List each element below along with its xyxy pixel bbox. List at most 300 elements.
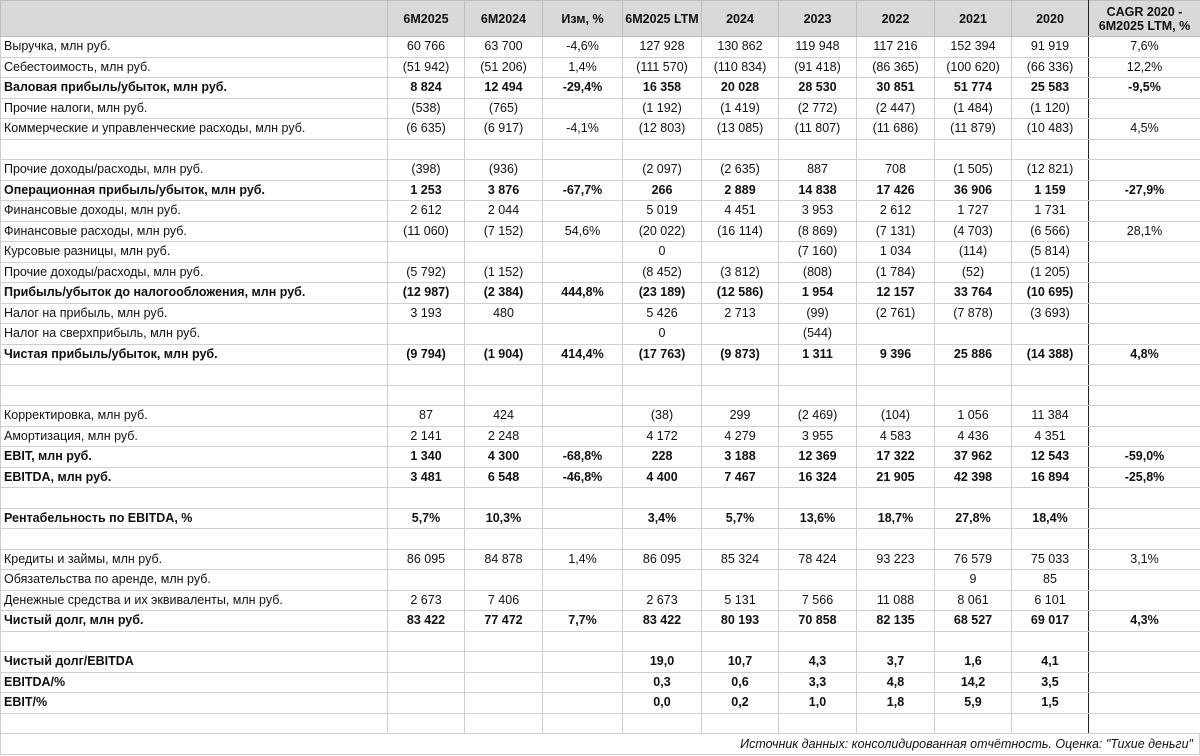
table-cell: 78 424: [779, 549, 857, 570]
table-cell: [1089, 324, 1200, 345]
table-cell: [1089, 262, 1200, 283]
table-cell: [857, 631, 935, 652]
table-cell: 7,6%: [1089, 37, 1200, 58]
table-cell: (1 484): [935, 98, 1012, 119]
table-cell: [857, 488, 935, 509]
table-row: [1, 467, 1200, 488]
table-cell: 25 886: [935, 344, 1012, 365]
table-cell: 4 351: [1012, 426, 1089, 447]
table-cell: (23 189): [623, 283, 702, 304]
table-cell: [857, 139, 935, 160]
table-row: [1, 201, 1200, 222]
table-cell: 33 764: [935, 283, 1012, 304]
table-cell: 444,8%: [543, 283, 623, 304]
table-cell: 6 548: [465, 467, 543, 488]
table-cell: 28 530: [779, 78, 857, 99]
table-cell: [465, 324, 543, 345]
table-cell: 83 422: [388, 611, 465, 632]
table-cell: 4,8: [857, 672, 935, 693]
table-cell: 5 019: [623, 201, 702, 222]
table-cell: 3,3: [779, 672, 857, 693]
table-cell: 708: [857, 160, 935, 181]
table-cell: [543, 139, 623, 160]
table-cell: [702, 529, 779, 550]
table-row: [1, 447, 1200, 468]
table-cell: [935, 488, 1012, 509]
table-cell: 2 248: [465, 426, 543, 447]
table-cell: [543, 365, 623, 386]
table-cell: (11 879): [935, 119, 1012, 140]
table-cell: (7 160): [779, 242, 857, 263]
table-cell: 86 095: [623, 549, 702, 570]
table-cell: [857, 529, 935, 550]
table-cell: 18,7%: [857, 508, 935, 529]
table-cell: 2 612: [388, 201, 465, 222]
table-cell: 20 028: [702, 78, 779, 99]
table-cell: 14 838: [779, 180, 857, 201]
table-cell: (51 942): [388, 57, 465, 78]
table-cell: (38): [623, 406, 702, 427]
table-cell: (51 206): [465, 57, 543, 78]
table-cell: 69 017: [1012, 611, 1089, 632]
table-cell: (91 418): [779, 57, 857, 78]
table-cell: (1 904): [465, 344, 543, 365]
table-cell: [1012, 631, 1089, 652]
table-cell: 5,9: [935, 693, 1012, 714]
table-cell: [388, 693, 465, 714]
table-cell: -4,6%: [543, 37, 623, 58]
table-cell: (3 693): [1012, 303, 1089, 324]
table-cell: 4 436: [935, 426, 1012, 447]
table-cell: 17 322: [857, 447, 935, 468]
table-row: [1, 713, 1200, 734]
table-cell: [465, 713, 543, 734]
table-cell: 117 216: [857, 37, 935, 58]
table-cell: (11 686): [857, 119, 935, 140]
table-cell: [1089, 160, 1200, 181]
table-cell: [388, 713, 465, 734]
table-cell: [543, 713, 623, 734]
table-cell: [1089, 365, 1200, 386]
table-cell: [1089, 693, 1200, 714]
table-cell: 36 906: [935, 180, 1012, 201]
table-cell: 25 583: [1012, 78, 1089, 99]
table-cell: [1089, 652, 1200, 673]
table-cell: (1 120): [1012, 98, 1089, 119]
table-cell: 5,7%: [702, 508, 779, 529]
row-label: Финансовые доходы, млн руб.: [1, 201, 388, 222]
table-cell: [388, 139, 465, 160]
table-cell: 86 095: [388, 549, 465, 570]
table-cell: (544): [779, 324, 857, 345]
table-cell: [1012, 324, 1089, 345]
table-cell: [388, 324, 465, 345]
table-cell: 2 889: [702, 180, 779, 201]
table-cell: 424: [465, 406, 543, 427]
table-cell: 7 406: [465, 590, 543, 611]
table-cell: [1089, 406, 1200, 427]
table-cell: (2 772): [779, 98, 857, 119]
table-cell: [388, 365, 465, 386]
row-label: Кредиты и займы, млн руб.: [1, 549, 388, 570]
table-cell: [1089, 98, 1200, 119]
table-cell: 0,0: [623, 693, 702, 714]
table-cell: 63 700: [465, 37, 543, 58]
table-cell: [857, 365, 935, 386]
table-row: [1, 488, 1200, 509]
table-cell: (16 114): [702, 221, 779, 242]
table-cell: 3 188: [702, 447, 779, 468]
column-header: 6M2024: [465, 1, 543, 37]
table-cell: 1 340: [388, 447, 465, 468]
table-cell: 4 279: [702, 426, 779, 447]
table-cell: [388, 488, 465, 509]
table-cell: 5 426: [623, 303, 702, 324]
table-cell: [543, 488, 623, 509]
table-cell: [1012, 139, 1089, 160]
table-cell: [623, 631, 702, 652]
row-label: Финансовые расходы, млн руб.: [1, 221, 388, 242]
table-cell: (4 703): [935, 221, 1012, 242]
table-cell: [465, 652, 543, 673]
table-cell: 16 894: [1012, 467, 1089, 488]
table-cell: 2 673: [623, 590, 702, 611]
table-cell: [465, 672, 543, 693]
table-cell: [1012, 488, 1089, 509]
table-cell: 299: [702, 406, 779, 427]
table-cell: 4 583: [857, 426, 935, 447]
column-header: Изм, %: [543, 1, 623, 37]
table-cell: [1089, 590, 1200, 611]
table-cell: 76 579: [935, 549, 1012, 570]
table-row: [1, 672, 1200, 693]
column-header: 2021: [935, 1, 1012, 37]
table-cell: 37 962: [935, 447, 1012, 468]
table-cell: [702, 139, 779, 160]
table-cell: [1089, 201, 1200, 222]
table-cell: [1012, 385, 1089, 406]
table-cell: 14,2: [935, 672, 1012, 693]
table-cell: [935, 529, 1012, 550]
table-cell: 12 543: [1012, 447, 1089, 468]
table-cell: 18,4%: [1012, 508, 1089, 529]
column-header: 2023: [779, 1, 857, 37]
table-cell: 1 954: [779, 283, 857, 304]
row-label: EBIT, млн руб.: [1, 447, 388, 468]
table-cell: 1 034: [857, 242, 935, 263]
table-cell: (114): [935, 242, 1012, 263]
row-label: Коммерческие и управленческие расходы, млн руб.: [1, 119, 388, 140]
table-cell: 28,1%: [1089, 221, 1200, 242]
table-cell: (2 097): [623, 160, 702, 181]
row-label: EBIT/%: [1, 693, 388, 714]
table-cell: [702, 488, 779, 509]
table-cell: 12 369: [779, 447, 857, 468]
table-cell: -25,8%: [1089, 467, 1200, 488]
table-cell: 5 131: [702, 590, 779, 611]
table-cell: (8 869): [779, 221, 857, 242]
table-row: [1, 652, 1200, 673]
table-cell: [543, 160, 623, 181]
table-cell: 3,5: [1012, 672, 1089, 693]
row-label: [1, 385, 388, 406]
table-cell: [388, 652, 465, 673]
table-cell: 480: [465, 303, 543, 324]
table-cell: 2 044: [465, 201, 543, 222]
table-cell: [543, 570, 623, 591]
row-label: [1, 365, 388, 386]
column-header: 6M2025 LTM: [623, 1, 702, 37]
table-cell: [623, 713, 702, 734]
table-cell: 7 467: [702, 467, 779, 488]
row-label: Выручка, млн руб.: [1, 37, 388, 58]
table-row: [1, 590, 1200, 611]
table-cell: [935, 324, 1012, 345]
table-cell: (1 784): [857, 262, 935, 283]
table-cell: 228: [623, 447, 702, 468]
table-row: [1, 508, 1200, 529]
table-cell: (12 987): [388, 283, 465, 304]
table-cell: (13 085): [702, 119, 779, 140]
table-row: [1, 57, 1200, 78]
table-cell: [702, 713, 779, 734]
table-cell: (2 384): [465, 283, 543, 304]
table-cell: 0,6: [702, 672, 779, 693]
table-row: [1, 570, 1200, 591]
table-cell: (7 152): [465, 221, 543, 242]
table-cell: (1 419): [702, 98, 779, 119]
table-row: [1, 426, 1200, 447]
table-cell: 1 056: [935, 406, 1012, 427]
table-cell: [543, 324, 623, 345]
row-label: Налог на сверхприбыль, млн руб.: [1, 324, 388, 345]
row-label: Обязательства по аренде, млн руб.: [1, 570, 388, 591]
table-cell: (2 469): [779, 406, 857, 427]
table-cell: -68,8%: [543, 447, 623, 468]
table-cell: 85: [1012, 570, 1089, 591]
table-cell: [465, 242, 543, 263]
table-cell: [543, 426, 623, 447]
table-row: [1, 631, 1200, 652]
table-cell: (86 365): [857, 57, 935, 78]
table-cell: 3 953: [779, 201, 857, 222]
row-label: Чистый долг, млн руб.: [1, 611, 388, 632]
table-cell: (2 761): [857, 303, 935, 324]
table-cell: [543, 303, 623, 324]
table-cell: 16 324: [779, 467, 857, 488]
table-row: [1, 385, 1200, 406]
table-row: [1, 303, 1200, 324]
table-cell: 83 422: [623, 611, 702, 632]
table-cell: (104): [857, 406, 935, 427]
column-header: 2024: [702, 1, 779, 37]
table-cell: 1 731: [1012, 201, 1089, 222]
table-cell: 8 061: [935, 590, 1012, 611]
table-row: [1, 406, 1200, 427]
table-cell: [543, 262, 623, 283]
table-cell: [779, 570, 857, 591]
table-cell: 1,4%: [543, 549, 623, 570]
table-cell: [1089, 713, 1200, 734]
table-cell: 9 396: [857, 344, 935, 365]
table-cell: 16 358: [623, 78, 702, 99]
table-row: [1, 324, 1200, 345]
table-cell: 82 135: [857, 611, 935, 632]
table-cell: (7 131): [857, 221, 935, 242]
table-cell: 7 566: [779, 590, 857, 611]
header-label-cell: [1, 1, 388, 37]
row-label: Валовая прибыль/убыток, млн руб.: [1, 78, 388, 99]
table-cell: 7,7%: [543, 611, 623, 632]
table-cell: (3 812): [702, 262, 779, 283]
table-cell: 17 426: [857, 180, 935, 201]
table-cell: [779, 385, 857, 406]
table-cell: 4,3: [779, 652, 857, 673]
table-cell: 0,3: [623, 672, 702, 693]
table-cell: (10 483): [1012, 119, 1089, 140]
table-cell: (1 505): [935, 160, 1012, 181]
row-label: Себестоимость, млн руб.: [1, 57, 388, 78]
table-cell: (398): [388, 160, 465, 181]
table-row: [1, 139, 1200, 160]
table-cell: (1 152): [465, 262, 543, 283]
table-cell: (12 821): [1012, 160, 1089, 181]
table-cell: (2 635): [702, 160, 779, 181]
table-row: [1, 119, 1200, 140]
table-cell: 80 193: [702, 611, 779, 632]
table-cell: 11 088: [857, 590, 935, 611]
table-cell: [623, 139, 702, 160]
table-cell: [1089, 303, 1200, 324]
table-cell: 0: [623, 324, 702, 345]
column-header: 6M2025: [388, 1, 465, 37]
table-cell: 4 400: [623, 467, 702, 488]
table-cell: [1089, 508, 1200, 529]
table-cell: 887: [779, 160, 857, 181]
table-cell: 3,1%: [1089, 549, 1200, 570]
table-cell: 2 713: [702, 303, 779, 324]
table-cell: [779, 713, 857, 734]
table-cell: 68 527: [935, 611, 1012, 632]
table-cell: [388, 672, 465, 693]
table-cell: [779, 631, 857, 652]
table-cell: (9 873): [702, 344, 779, 365]
table-cell: 19,0: [623, 652, 702, 673]
table-row: [1, 98, 1200, 119]
table-cell: -4,1%: [543, 119, 623, 140]
table-cell: [1089, 631, 1200, 652]
column-header: 2022: [857, 1, 935, 37]
table-cell: -29,4%: [543, 78, 623, 99]
table-cell: -67,7%: [543, 180, 623, 201]
table-cell: [702, 324, 779, 345]
table-cell: 1,5: [1012, 693, 1089, 714]
table-cell: (2 447): [857, 98, 935, 119]
column-header: CAGR 2020 - 6M2025 LTM, %: [1089, 1, 1200, 37]
table-cell: 42 398: [935, 467, 1012, 488]
table-cell: [857, 324, 935, 345]
table-cell: [702, 385, 779, 406]
table-cell: (8 452): [623, 262, 702, 283]
table-row: [1, 160, 1200, 181]
table-cell: 2 673: [388, 590, 465, 611]
table-cell: 12,2%: [1089, 57, 1200, 78]
table-cell: (66 336): [1012, 57, 1089, 78]
table-cell: [779, 139, 857, 160]
row-label: Чистая прибыль/убыток, млн руб.: [1, 344, 388, 365]
table-cell: (5 792): [388, 262, 465, 283]
table-cell: 84 878: [465, 549, 543, 570]
table-cell: [388, 570, 465, 591]
table-cell: -59,0%: [1089, 447, 1200, 468]
table-cell: 11 384: [1012, 406, 1089, 427]
table-row: [1, 344, 1200, 365]
table-cell: [779, 488, 857, 509]
table-cell: (111 570): [623, 57, 702, 78]
table-cell: 152 394: [935, 37, 1012, 58]
table-cell: [543, 693, 623, 714]
table-cell: (10 695): [1012, 283, 1089, 304]
table-cell: [935, 385, 1012, 406]
table-cell: [935, 631, 1012, 652]
table-cell: [388, 385, 465, 406]
table-cell: [702, 365, 779, 386]
table-cell: [623, 529, 702, 550]
table-cell: [857, 385, 935, 406]
table-cell: 77 472: [465, 611, 543, 632]
table-cell: [623, 570, 702, 591]
table-cell: (12 803): [623, 119, 702, 140]
table-row: [1, 611, 1200, 632]
row-label: Корректировка, млн руб.: [1, 406, 388, 427]
table-cell: (808): [779, 262, 857, 283]
table-cell: 70 858: [779, 611, 857, 632]
table-cell: 3,4%: [623, 508, 702, 529]
table-cell: (100 620): [935, 57, 1012, 78]
row-label: [1, 713, 388, 734]
table-cell: [543, 385, 623, 406]
table-cell: [857, 570, 935, 591]
row-label: Курсовые разницы, млн руб.: [1, 242, 388, 263]
table-cell: 3,7: [857, 652, 935, 673]
table-cell: (538): [388, 98, 465, 119]
table-cell: [465, 365, 543, 386]
table-cell: [388, 242, 465, 263]
row-label: Прочие доходы/расходы, млн руб.: [1, 262, 388, 283]
row-label: [1, 488, 388, 509]
table-cell: 4,3%: [1089, 611, 1200, 632]
table-cell: 3 481: [388, 467, 465, 488]
table-row: [1, 693, 1200, 714]
table-cell: 130 862: [702, 37, 779, 58]
source-note: Источник данных: консолидированная отчётность. Оценка: "Тихие деньги": [0, 734, 1200, 755]
table-cell: 51 774: [935, 78, 1012, 99]
row-label: Чистый долг/EBITDA: [1, 652, 388, 673]
table-cell: 12 157: [857, 283, 935, 304]
table-cell: 4,5%: [1089, 119, 1200, 140]
table-cell: [702, 242, 779, 263]
table-cell: (765): [465, 98, 543, 119]
table-row: [1, 262, 1200, 283]
table-cell: (1 205): [1012, 262, 1089, 283]
table-cell: 12 494: [465, 78, 543, 99]
table-cell: [1089, 139, 1200, 160]
table-cell: (9 794): [388, 344, 465, 365]
table-cell: (7 878): [935, 303, 1012, 324]
table-cell: [543, 201, 623, 222]
table-cell: 91 919: [1012, 37, 1089, 58]
table-cell: (52): [935, 262, 1012, 283]
